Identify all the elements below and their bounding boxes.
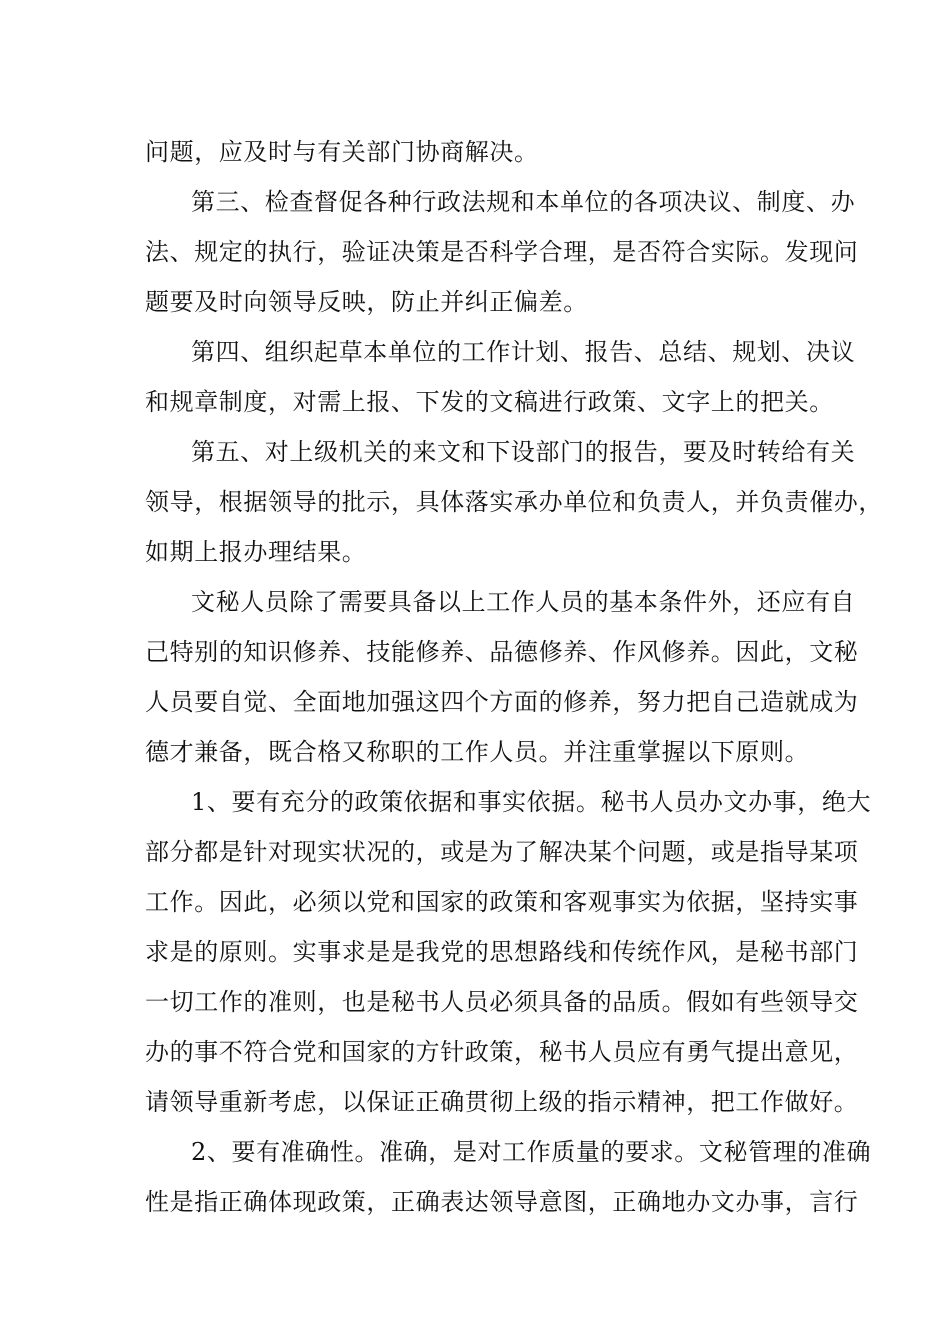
text-line: 领导，根据领导的批示，具体落实承办单位和负责人，并负责催办，: [145, 488, 883, 516]
text-line: 第五、对上级机关的来文和下设部门的报告，要及时转给有关: [191, 438, 856, 466]
text-line: 请领导重新考虑，以保证正确贯彻上级的指示精神，把工作做好。: [145, 1088, 859, 1116]
text-line: 德才兼备，既合格又称职的工作人员。并注重掌握以下原则。: [145, 738, 810, 766]
text-line: 部分都是针对现实状况的，或是为了解决某个问题，或是指导某项: [145, 838, 859, 866]
text-line: 办的事不符合党和国家的方针政策，秘书人员应有勇气提出意见，: [145, 1038, 859, 1066]
text-line: 文秘人员除了需要具备以上工作人员的基本条件外，还应有自: [191, 588, 856, 616]
text-line: 问题，应及时与有关部门协商解决。: [145, 138, 539, 166]
text-line: 第三、检查督促各种行政法规和本单位的各项决议、制度、办: [191, 188, 856, 216]
text-line: 求是的原则。实事求是是我党的思想路线和传统作风，是秘书部门: [145, 938, 859, 966]
text-line: 第四、组织起草本单位的工作计划、报告、总结、规划、决议: [191, 338, 856, 366]
text-line: 和规章制度，对需上报、下发的文稿进行政策、文字上的把关。: [145, 388, 834, 416]
text-line: 法、规定的执行，验证决策是否科学合理，是否符合实际。发现问: [145, 238, 859, 266]
text-line: 如期上报办理结果。: [145, 538, 367, 566]
text-line: 己特别的知识修养、技能修养、品德修养、作风修养。因此，文秘: [145, 638, 859, 666]
text-line: 题要及时向领导反映，防止并纠正偏差。: [145, 288, 588, 316]
text-line: 1、要有充分的政策依据和事实依据。秘书人员办文办事，绝大: [191, 788, 872, 816]
text-line: 性是指正确体现政策，正确表达领导意图，正确地办文办事，言行: [145, 1188, 859, 1216]
text-line: 人员要自觉、全面地加强这四个方面的修养，努力把自己造就成为: [145, 688, 859, 716]
text-line: 一切工作的准则，也是秘书人员必须具备的品质。假如有些领导交: [145, 988, 859, 1016]
text-line: 2、要有准确性。准确，是对工作质量的要求。文秘管理的准确: [191, 1138, 872, 1166]
text-line: 工作。因此，必须以党和国家的政策和客观事实为依据，坚持实事: [145, 888, 859, 916]
